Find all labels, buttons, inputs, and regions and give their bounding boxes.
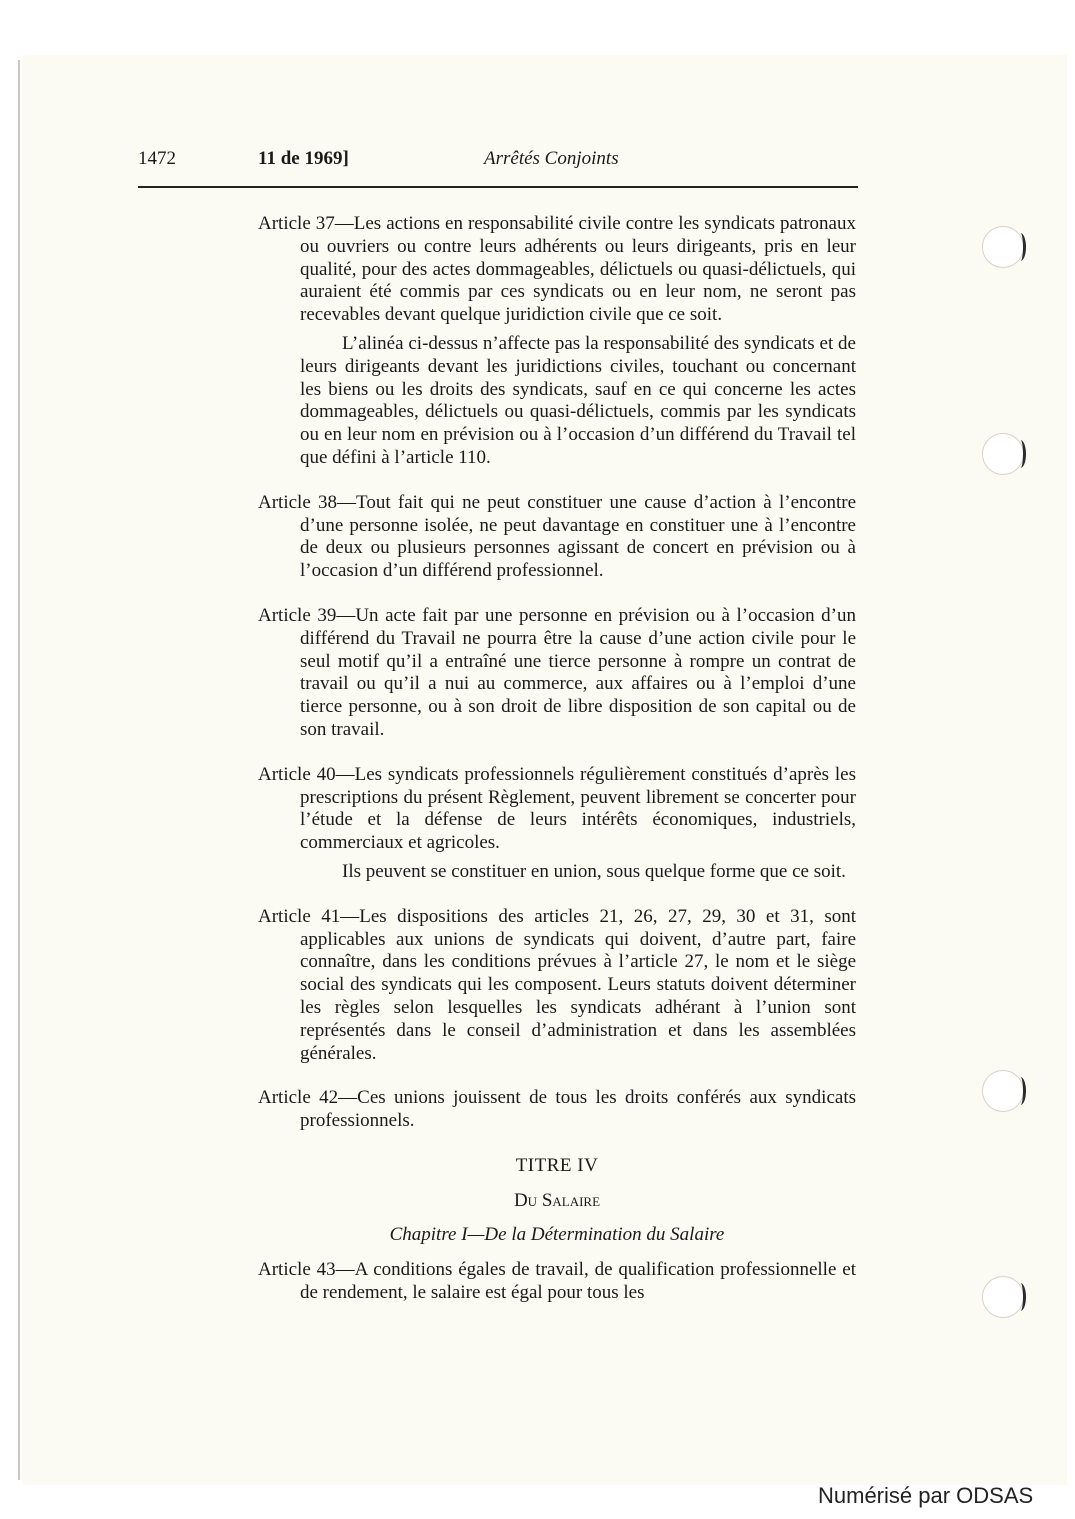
header-rule: [138, 186, 858, 188]
punch-hole-icon: [982, 226, 1024, 268]
header-title: Arrêtés Conjoints: [484, 148, 619, 169]
page-number: 1472: [138, 148, 176, 169]
section-subtitle: Du Salaire: [513, 1189, 601, 1211]
article-43: Article 43—A conditions égales de travail, de qualification professionnelle et de rendement, le salaire est égal pour tous les: [258, 1259, 856, 1304]
article-42: Article 42—Ces unions jouissent de tous les droits conférés aux syndicats professionnels.: [258, 1087, 856, 1132]
digitization-watermark: Numérisé par ODSAS: [818, 1483, 1034, 1508]
punch-hole-icon: [982, 433, 1024, 475]
article-37: Article 37—Les actions en responsabilité civile contre les syndicats patronaux ou ouvriers ou contre leurs adhérents ou leurs dirigeants, pris en leur qualité, pour des actes dommageables, délictuels ou quasi-délictuels, qui auraient été commis par ces syndicats ou en leur nom, ne seront pas recevables devant quelque juridiction civile que ce soit.: [258, 213, 856, 326]
chapter-heading: Chapitre I—De la Détermination du Salaire: [389, 1224, 725, 1246]
article-41: Article 41—Les dispositions des articles 21, 26, 27, 29, 30 et 31, sont applicables aux unions de syndicats qui doivent, d’autre part, faire connaître, dans les conditions prévues à l’article 27, le nom et le siège social des syndicats qui les composent. Leurs statuts doivent déterminer les règles selon lesquelles les syndicats adhérant à l’union sont représentés dans le conseil d’administration et dans les assemblées générales.: [258, 905, 856, 1064]
punch-hole-icon: [982, 1276, 1024, 1318]
article-37-paragraph-2: L’alinéa ci-dessus n’affecte pas la responsabilité des syndicats et de leurs dirigeants devant les juridictions civiles, touchant ou concernant les biens ou les droits des syndicats, sauf en ce qui concerne les actes dommageables, délictuels ou quasi-délictuels, commis par les syndicats ou en leur nom en prévision ou à l’occasion d’un différend du Travail tel que défini à l’article 110.: [300, 332, 856, 468]
article-40: Article 40—Les syndicats professionnels régulièrement constitués d’après les prescriptions du présent Règlement, peuvent librement se concerter pour l’étude et la défense de leurs intérêts économiques, industriels, commerciaux et agricoles.: [258, 763, 856, 854]
punch-hole-icon: [982, 1070, 1024, 1112]
article-39: Article 39—Un acte fait par une personne en prévision ou à l’occasion d’un différend du Travail ne pourra être la cause d’une action civile pour le seul motif qu’il a entraîné une tierce personne à rompre un contrat de travail ou qu’il a nui au commerce, aux affaires ou à l’emploi d’une tierce personne, ou à son droit de libre disposition de son capital ou de son travail.: [258, 604, 856, 740]
running-header: [138, 148, 858, 170]
article-38: Article 38—Tout fait qui ne peut constituer une cause d’action à l’encontre d’une personne isolée, ne peut davantage en constituer une à l’encontre de deux ou plusieurs personnes agissant de concert en prévision ou à l’occasion d’un différend professionnel.: [258, 491, 856, 582]
document-body: [258, 213, 856, 1305]
scan-edge: [18, 60, 20, 1480]
header-date: 11 de 1969]: [258, 148, 349, 169]
section-titre: TITRE IV: [515, 1154, 599, 1176]
article-40-paragraph-2: Ils peuvent se constituer en union, sous quelque forme que ce soit.: [342, 860, 846, 882]
